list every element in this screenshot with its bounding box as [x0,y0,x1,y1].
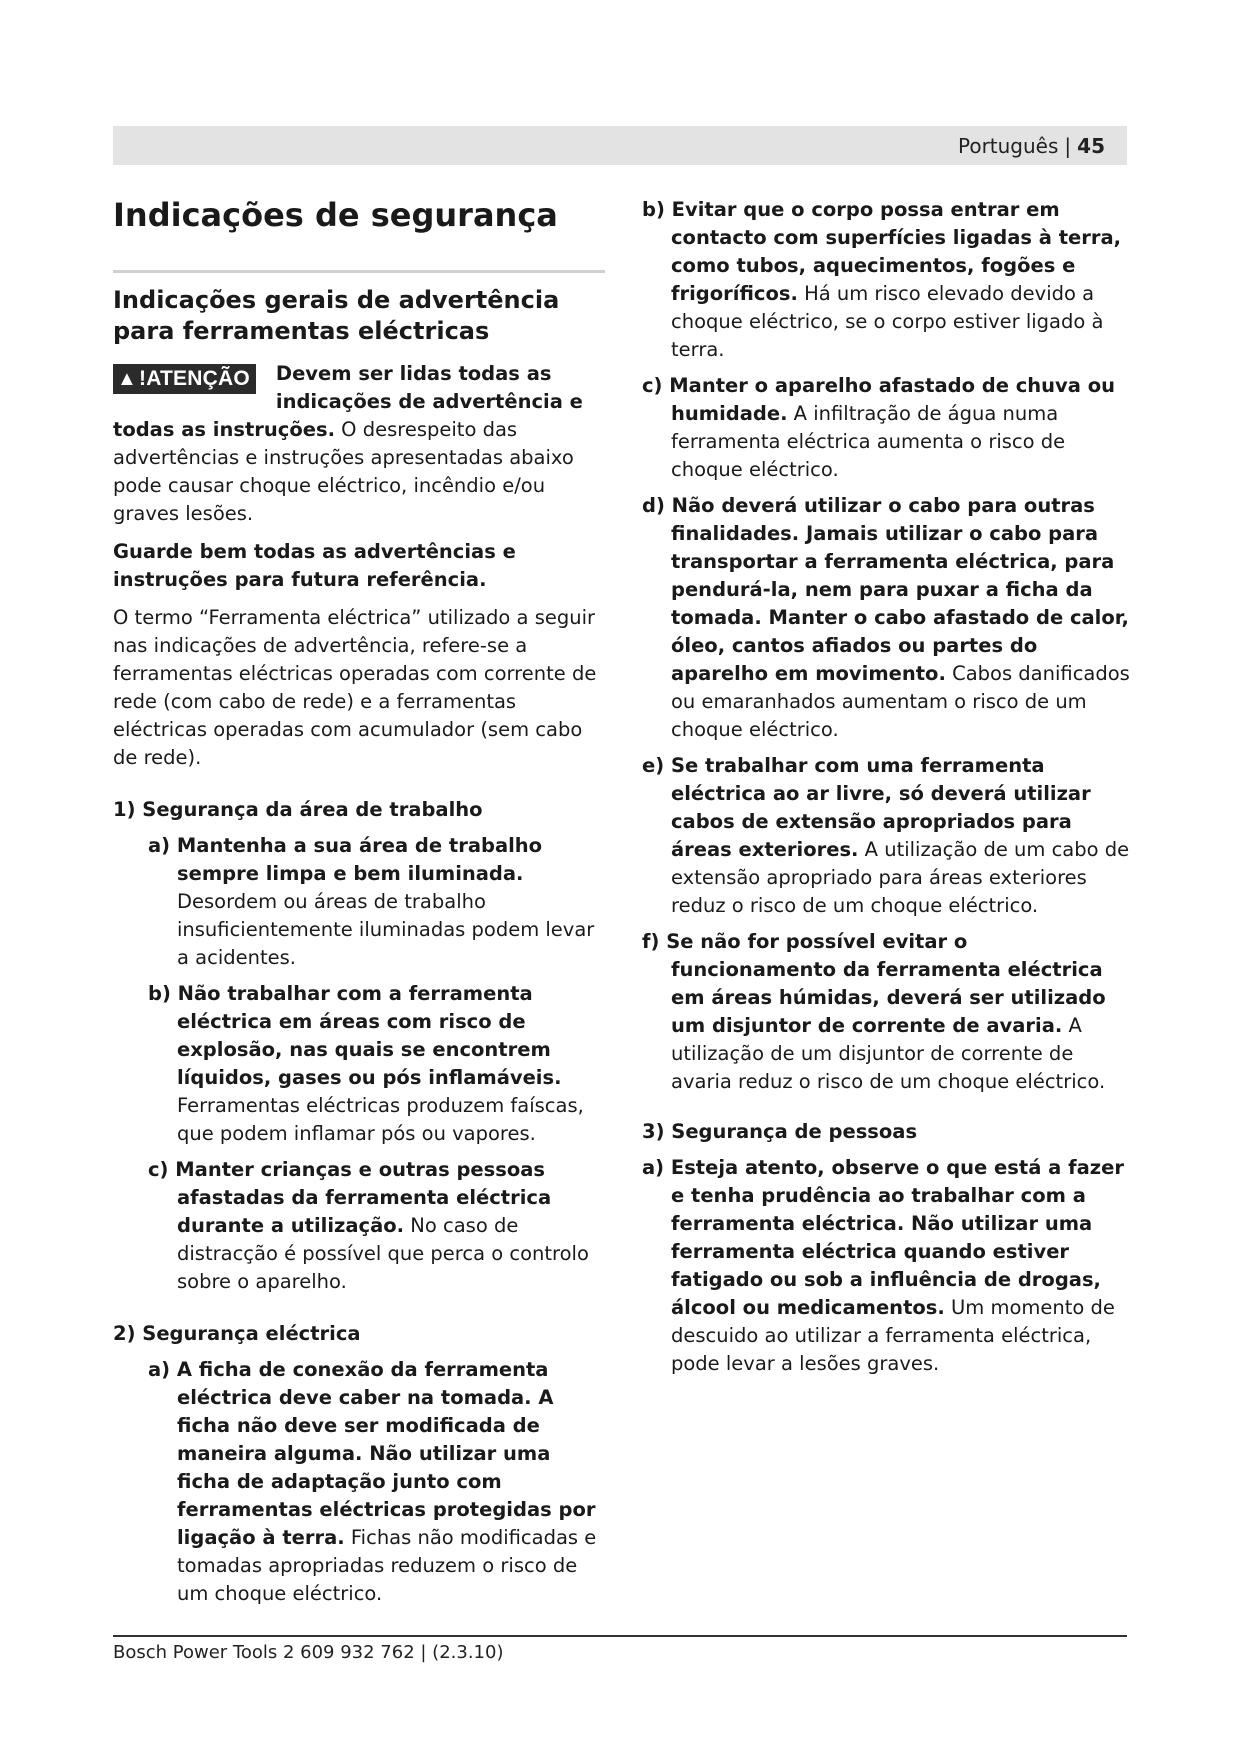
warning-bold: Devem ser lidas todas as indicações de advertência e todas as instruções. [113,362,583,442]
term-paragraph: O termo “Ferramenta eléctrica” utilizado a seguir nas indicações de advertência, refere-se a ferramentas eléctricas operadas com corrente de rede (com cabo de rede) e a ferramentas eléctricas operadas com acumulador (sem cabo de rede). [113,606,597,770]
header-language: Português [957,133,1059,158]
keep-note: Guarde bem todas as advertências e instruções para futura referência. [113,540,516,592]
warning-badge [113,364,256,394]
list-item: b) Evitar que o corpo possa entrar em contacto com superfícies ligadas à terra, como tubos, aquecimentos, fogões e frigoríficos. Há um risco elevado devido a choque eléctrico, se o corpo estiver ligado à terra. [642,198,1122,361]
page-number: 45 [1077,133,1105,158]
section-1-title: 1) Segurança da área de trabalho [113,798,483,822]
warning-paragraph [113,360,605,528]
list-item: c) Manter crianças e outras pessoas afastadas da ferramenta eléctrica durante a utilização. No caso de distracção é possível que perca o controlo sobre o aparelho. [148,1158,589,1294]
list-item: d) Não deverá utilizar o cabo para outras finalidades. Jamais utilizar o cabo para transportar a ferramenta eléctrica, para pendurá-la, nem para puxar a ficha da tomada. Manter o cabo afastado de calor, óleo, cantos afiados ou partes do aparelho em movimento. Cabos danificados ou emaranhados aumentam o risco de um choque eléctrico. [642,494,1130,741]
section-subtitle: Indicações gerais de advertência para ferramentas eléctricas [113,286,560,345]
list-item: a) Mantenha a sua área de trabalho sempre limpa e bem iluminada. Desordem ou áreas de trabalho insuficientemente iluminadas podem levar a acidentes. [148,834,595,970]
warning-badge-mark: ! [139,367,147,391]
list-item: b) Não trabalhar com a ferramenta eléctrica em áreas com risco de explosão, nas quais se encontrem líquidos, gases ou pós inflamáveis. Ferramentas eléctricas produzem faíscas, que podem inflamar pós ou vapores. [148,982,584,1146]
section-2-title: 2) Segurança eléctrica [113,1322,361,1346]
list-item: c) Manter o aparelho afastado de chuva ou humidade. A infiltração de água numa ferramenta eléctrica aumenta o risco de choque eléctrico. [642,374,1115,481]
left-column [113,196,605,1608]
list-item: a) Esteja atento, observe o que está a fazer e tenha prudência ao trabalhar com a ferramenta eléctrica. Não utilizar uma ferramenta eléctrica quando estiver fatigado ou sob a influência de drogas, álcool ou medicamentos. Um momento de descuido ao utilizar a ferramenta eléctrica, pode levar a lesões graves. [642,1156,1124,1375]
list-item: f) Se não for possível evitar o funcionamento da ferramenta eléctrica em áreas húmidas, deverá ser utilizado um disjuntor de corrente de avaria. A utilização de um disjuntor de corrente de avaria reduz o risco de um choque eléctrico. [642,930,1106,1093]
right-column [642,196,1134,1378]
list-item: e) Se trabalhar com uma ferramenta eléctrica ao ar livre, só deverá utilizar cabos de extensão apropriados para áreas exteriores. A utilização de um cabo de extensão apropriado para áreas exteriores reduz o risco de um choque eléctrico. [642,754,1130,917]
footer-divider [113,1635,1127,1637]
section-3-title: 3) Segurança de pessoas [642,1120,918,1143]
section-divider [113,270,605,273]
page-footer: Bosch Power Tools 2 609 932 762 | (2.3.10) [113,1642,504,1663]
warning-badge-label: ATENÇÃO [146,367,250,391]
warning-text: O desrespeito das advertências e instruções apresentadas abaixo pode causar choque eléctrico, incêndio e/ou graves lesões. [113,418,574,526]
warning-triangle-icon: ▲ [117,368,137,391]
page-header [113,126,1127,165]
list-item: a) A ficha de conexão da ferramenta eléctrica deve caber na tomada. A ficha não deve ser modificada de maneira alguma. Não utilizar uma ficha de adaptação junto com ferramentas eléctricas protegidas por ligação à terra. Fichas não modificadas e tomadas apropriadas reduzem o risco de um choque eléctrico. [148,1358,597,1606]
header-separator: | [1064,133,1072,158]
page-title: Indicações de segurança [113,196,558,234]
